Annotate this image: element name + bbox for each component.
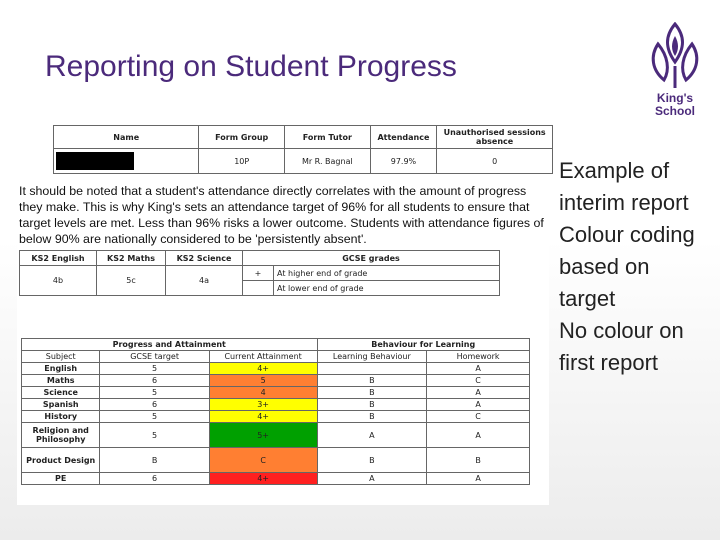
column-header: Homework: [427, 351, 530, 363]
column-header: GCSE target: [100, 351, 209, 363]
target-cell: 6: [100, 399, 209, 411]
legend-text: At higher end of grade: [274, 266, 500, 281]
column-header: Name: [54, 126, 199, 149]
table-row: [22, 387, 530, 399]
column-header: Attendance: [370, 126, 437, 149]
subject-cell: English: [22, 363, 100, 375]
behaviour-cell: B: [317, 387, 427, 399]
homework-cell: A: [427, 399, 530, 411]
homework-cell: A: [427, 363, 530, 375]
table-cell: 10P: [199, 149, 285, 174]
bullet-line: Colour coding: [559, 222, 695, 247]
table-cell: 97.9%: [370, 149, 437, 174]
progress-table: [21, 338, 530, 485]
subject-cell: Spanish: [22, 399, 100, 411]
attainment-cell: 4+: [209, 363, 317, 375]
column-header: Subject: [22, 351, 100, 363]
name-cell: [54, 149, 199, 174]
legend-symbol: +: [243, 266, 274, 281]
bullet-list: [559, 155, 695, 379]
table-cell: 4b: [20, 266, 97, 296]
homework-cell: A: [427, 423, 530, 448]
subject-cell: PE: [22, 473, 100, 485]
column-header: KS2 English: [20, 251, 97, 266]
bullet-line: interim report: [559, 190, 689, 215]
attainment-cell: 3+: [209, 399, 317, 411]
student-info-table: [53, 125, 553, 174]
attendance-note: It should be noted that a student's attendance directly correlates with the amount of progress they make. This is why King's sets an attendance target of 96% for all students to ensure that target levels are met. Less than 96% risks a lower outcome. Students with attendance figures of below 90% are nationally considered to be 'persistently absent'.: [19, 184, 544, 246]
homework-cell: C: [427, 411, 530, 423]
logo-line-2: School: [654, 104, 695, 118]
attainment-cell: 5: [209, 375, 317, 387]
attainment-cell: C: [209, 448, 317, 473]
bullet-line: target: [559, 286, 616, 311]
table-row: [22, 473, 530, 485]
behaviour-cell: [317, 363, 427, 375]
behaviour-cell: A: [317, 473, 427, 485]
column-header: Unauthorised sessions absence: [437, 126, 553, 149]
target-cell: 5: [100, 411, 209, 423]
table-cell: 5c: [97, 266, 166, 296]
redacted-name: [56, 152, 134, 170]
column-header: Form Group: [199, 126, 285, 149]
school-logo: [640, 22, 720, 122]
table-row: [22, 363, 530, 375]
subject-cell: Science: [22, 387, 100, 399]
target-cell: 6: [100, 375, 209, 387]
column-header: Form Tutor: [285, 126, 371, 149]
table-cell: Mr R. Bagnal: [285, 149, 371, 174]
progress-rows: [22, 363, 530, 485]
homework-cell: A: [427, 387, 530, 399]
table-row: [22, 448, 530, 473]
attainment-cell: 4: [209, 387, 317, 399]
table-row: [22, 375, 530, 387]
group-header: Progress and Attainment: [22, 339, 318, 351]
homework-cell: C: [427, 375, 530, 387]
target-cell: B: [100, 448, 209, 473]
group-header: Behaviour for Learning: [317, 339, 530, 351]
slide-title: Reporting on Student Progress: [45, 50, 457, 83]
target-cell: 5: [100, 363, 209, 375]
table-cell: 0: [437, 149, 553, 174]
column-header: GCSE grades: [243, 251, 500, 266]
homework-cell: B: [427, 448, 530, 473]
behaviour-cell: B: [317, 448, 427, 473]
logo-line-1: King's: [656, 91, 694, 105]
behaviour-cell: B: [317, 399, 427, 411]
bullet-line: Example of: [559, 158, 670, 183]
target-cell: 5: [100, 423, 209, 448]
column-header: KS2 Science: [166, 251, 243, 266]
bullet-line: No colour on: [559, 318, 684, 343]
attainment-cell: 4+: [209, 473, 317, 485]
table-row: [22, 399, 530, 411]
table-row: [22, 411, 530, 423]
table-row: [22, 423, 530, 448]
target-cell: 5: [100, 387, 209, 399]
legend-text: At lower end of grade: [274, 281, 500, 296]
table-cell: 4a: [166, 266, 243, 296]
crest-icon: [644, 22, 706, 92]
subject-cell: Religion and Philosophy: [22, 423, 100, 448]
subject-cell: Maths: [22, 375, 100, 387]
legend-symbol: [243, 281, 274, 296]
behaviour-cell: A: [317, 423, 427, 448]
subject-cell: Product Design: [22, 448, 100, 473]
subject-cell: History: [22, 411, 100, 423]
column-header: Learning Behaviour: [317, 351, 427, 363]
target-cell: 6: [100, 473, 209, 485]
logo-wordmark: [640, 92, 710, 118]
interim-report-image: [17, 125, 549, 505]
column-header: Current Attainment: [209, 351, 317, 363]
bullet-line: first report: [559, 350, 659, 375]
behaviour-cell: B: [317, 375, 427, 387]
bullet-line: based on: [559, 254, 650, 279]
behaviour-cell: B: [317, 411, 427, 423]
attainment-cell: 5+: [209, 423, 317, 448]
ks2-table: [19, 250, 500, 296]
attainment-cell: 4+: [209, 411, 317, 423]
column-header: KS2 Maths: [97, 251, 166, 266]
homework-cell: A: [427, 473, 530, 485]
